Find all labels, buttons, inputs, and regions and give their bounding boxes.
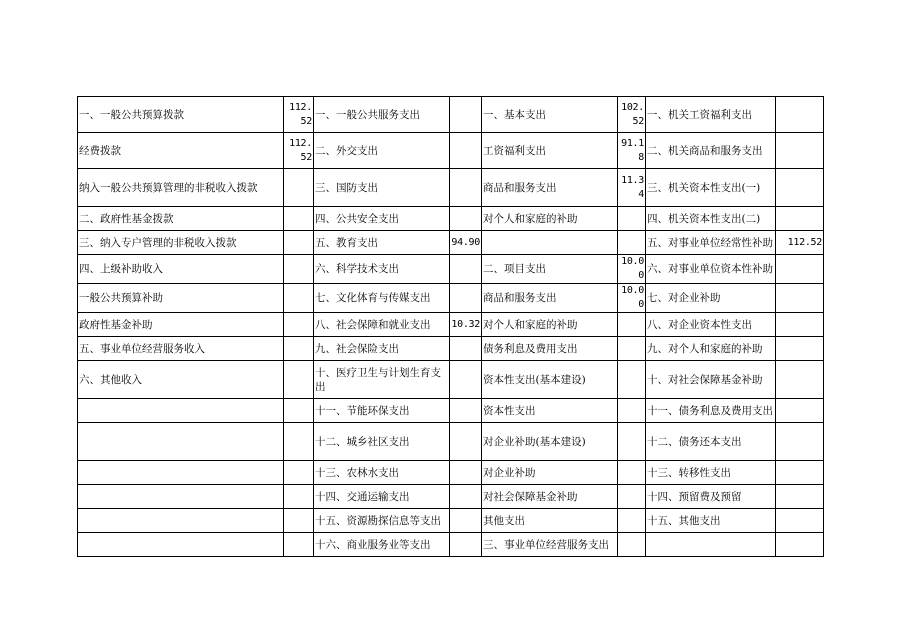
- function-expense-item: 四、公共安全支出: [314, 207, 450, 231]
- economic-expense-amount: [618, 485, 646, 509]
- income-amount: [284, 509, 314, 533]
- govt-economic-amount: [776, 313, 824, 337]
- income-item: [78, 533, 284, 557]
- govt-economic-item: 十二、债务还本支出: [646, 423, 776, 461]
- function-expense-item: 三、国防支出: [314, 169, 450, 207]
- economic-expense-item: 对社会保障基金补助: [482, 485, 618, 509]
- govt-economic-amount: [776, 207, 824, 231]
- table-row: [78, 461, 824, 485]
- income-item: 政府性基金补助: [78, 313, 284, 337]
- economic-expense-item: 对个人和家庭的补助: [482, 207, 618, 231]
- economic-expense-item: 其他支出: [482, 509, 618, 533]
- function-expense-item: 八、社会保障和就业支出: [314, 313, 450, 337]
- income-amount: [284, 207, 314, 231]
- economic-expense-item: 二、项目支出: [482, 255, 618, 284]
- budget-table: [77, 96, 824, 557]
- govt-economic-amount: [776, 423, 824, 461]
- income-amount: [284, 313, 314, 337]
- govt-economic-amount: [776, 169, 824, 207]
- govt-economic-item: 七、对企业补助: [646, 284, 776, 313]
- income-item: 一般公共预算补助: [78, 284, 284, 313]
- function-expense-amount: [450, 337, 482, 361]
- economic-expense-amount: [618, 337, 646, 361]
- govt-economic-item: 二、机关商品和服务支出: [646, 133, 776, 169]
- table-row: [78, 169, 824, 207]
- income-item: [78, 461, 284, 485]
- income-item: [78, 509, 284, 533]
- income-item: [78, 423, 284, 461]
- income-amount: [284, 399, 314, 423]
- function-expense-amount: [450, 461, 482, 485]
- table-row: [78, 337, 824, 361]
- function-expense-item: 七、文化体育与传媒支出: [314, 284, 450, 313]
- economic-expense-amount: [618, 399, 646, 423]
- function-expense-amount: [450, 423, 482, 461]
- table-row: [78, 255, 824, 284]
- function-expense-item: 十二、城乡社区支出: [314, 423, 450, 461]
- income-item: 五、事业单位经营服务收入: [78, 337, 284, 361]
- function-expense-item: 十四、交通运输支出: [314, 485, 450, 509]
- govt-economic-amount: [776, 133, 824, 169]
- function-expense-amount: [450, 207, 482, 231]
- economic-expense-amount: [618, 423, 646, 461]
- economic-expense-amount: [618, 509, 646, 533]
- govt-economic-amount: [776, 255, 824, 284]
- economic-expense-amount: 10.00: [618, 255, 646, 284]
- table-row: [78, 231, 824, 255]
- economic-expense-item: 债务利息及费用支出: [482, 337, 618, 361]
- govt-economic-item: 十四、预留费及预留: [646, 485, 776, 509]
- economic-expense-item: 三、事业单位经营服务支出: [482, 533, 618, 557]
- economic-expense-amount: 11.34: [618, 169, 646, 207]
- income-item: 经费拨款: [78, 133, 284, 169]
- table-row: [78, 485, 824, 509]
- table-row: [78, 133, 824, 169]
- function-expense-amount: [450, 399, 482, 423]
- income-amount: [284, 169, 314, 207]
- income-amount: [284, 231, 314, 255]
- income-amount: 112.52: [284, 97, 314, 133]
- function-expense-amount: 10.32: [450, 313, 482, 337]
- economic-expense-item: 对个人和家庭的补助: [482, 313, 618, 337]
- govt-economic-amount: [776, 284, 824, 313]
- income-amount: 112.52: [284, 133, 314, 169]
- function-expense-amount: [450, 361, 482, 399]
- income-item: 三、纳入专户管理的非税收入拨款: [78, 231, 284, 255]
- income-amount: [284, 284, 314, 313]
- govt-economic-item: 六、对事业单位资本性补助: [646, 255, 776, 284]
- income-amount: [284, 337, 314, 361]
- function-expense-amount: [450, 169, 482, 207]
- economic-expense-amount: [618, 361, 646, 399]
- govt-economic-item: 五、对事业单位经常性补助: [646, 231, 776, 255]
- function-expense-amount: 94.90: [450, 231, 482, 255]
- function-expense-item: 十六、商业服务业等支出: [314, 533, 450, 557]
- govt-economic-amount: 112.52: [776, 231, 824, 255]
- income-amount: [284, 361, 314, 399]
- govt-economic-item: [646, 533, 776, 557]
- table-row: [78, 97, 824, 133]
- income-item: 六、其他收入: [78, 361, 284, 399]
- economic-expense-amount: [618, 461, 646, 485]
- function-expense-item: 十、医疗卫生与计划生育支出: [314, 361, 450, 399]
- economic-expense-amount: [618, 231, 646, 255]
- govt-economic-item: 一、机关工资福利支出: [646, 97, 776, 133]
- govt-economic-item: 九、对个人和家庭的补助: [646, 337, 776, 361]
- function-expense-item: 一、一般公共服务支出: [314, 97, 450, 133]
- economic-expense-amount: 10.00: [618, 284, 646, 313]
- govt-economic-amount: [776, 485, 824, 509]
- economic-expense-item: 资本性支出: [482, 399, 618, 423]
- income-item: 纳入一般公共预算管理的非税收入拨款: [78, 169, 284, 207]
- function-expense-item: 十一、节能环保支出: [314, 399, 450, 423]
- income-amount: [284, 533, 314, 557]
- economic-expense-item: 资本性支出(基本建设): [482, 361, 618, 399]
- economic-expense-amount: [618, 207, 646, 231]
- income-amount: [284, 423, 314, 461]
- govt-economic-amount: [776, 509, 824, 533]
- economic-expense-item: [482, 231, 618, 255]
- govt-economic-amount: [776, 361, 824, 399]
- income-item: 一、一般公共预算拨款: [78, 97, 284, 133]
- govt-economic-item: 十、对社会保障基金补助: [646, 361, 776, 399]
- income-item: 二、政府性基金拨款: [78, 207, 284, 231]
- economic-expense-item: 工资福利支出: [482, 133, 618, 169]
- govt-economic-amount: [776, 461, 824, 485]
- table-row: [78, 207, 824, 231]
- table-row: [78, 361, 824, 399]
- economic-expense-item: 对企业补助(基本建设): [482, 423, 618, 461]
- economic-expense-item: 一、基本支出: [482, 97, 618, 133]
- economic-expense-item: 商品和服务支出: [482, 169, 618, 207]
- govt-economic-amount: [776, 399, 824, 423]
- economic-expense-amount: 102.52: [618, 97, 646, 133]
- function-expense-amount: [450, 485, 482, 509]
- govt-economic-item: 十三、转移性支出: [646, 461, 776, 485]
- table-row: [78, 313, 824, 337]
- table-row: [78, 423, 824, 461]
- income-item: [78, 399, 284, 423]
- function-expense-amount: [450, 509, 482, 533]
- function-expense-amount: [450, 533, 482, 557]
- function-expense-amount: [450, 133, 482, 169]
- income-amount: [284, 461, 314, 485]
- table-row: [78, 399, 824, 423]
- economic-expense-amount: 91.18: [618, 133, 646, 169]
- function-expense-item: 十五、资源勘探信息等支出: [314, 509, 450, 533]
- function-expense-item: 五、教育支出: [314, 231, 450, 255]
- function-expense-amount: [450, 255, 482, 284]
- function-expense-amount: [450, 97, 482, 133]
- table-row: [78, 533, 824, 557]
- function-expense-amount: [450, 284, 482, 313]
- govt-economic-item: 四、机关资本性支出(二): [646, 207, 776, 231]
- govt-economic-item: 三、机关资本性支出(一): [646, 169, 776, 207]
- function-expense-item: 六、科学技术支出: [314, 255, 450, 284]
- economic-expense-amount: [618, 533, 646, 557]
- economic-expense-item: 对企业补助: [482, 461, 618, 485]
- income-amount: [284, 485, 314, 509]
- function-expense-item: 二、外交支出: [314, 133, 450, 169]
- income-amount: [284, 255, 314, 284]
- income-item: 四、上级补助收入: [78, 255, 284, 284]
- govt-economic-amount: [776, 337, 824, 361]
- govt-economic-amount: [776, 533, 824, 557]
- table-row: [78, 284, 824, 313]
- function-expense-item: 十三、农林水支出: [314, 461, 450, 485]
- govt-economic-amount: [776, 97, 824, 133]
- table-row: [78, 509, 824, 533]
- income-item: [78, 485, 284, 509]
- economic-expense-amount: [618, 313, 646, 337]
- economic-expense-item: 商品和服务支出: [482, 284, 618, 313]
- govt-economic-item: 十五、其他支出: [646, 509, 776, 533]
- function-expense-item: 九、社会保险支出: [314, 337, 450, 361]
- govt-economic-item: 十一、债务利息及费用支出: [646, 399, 776, 423]
- govt-economic-item: 八、对企业资本性支出: [646, 313, 776, 337]
